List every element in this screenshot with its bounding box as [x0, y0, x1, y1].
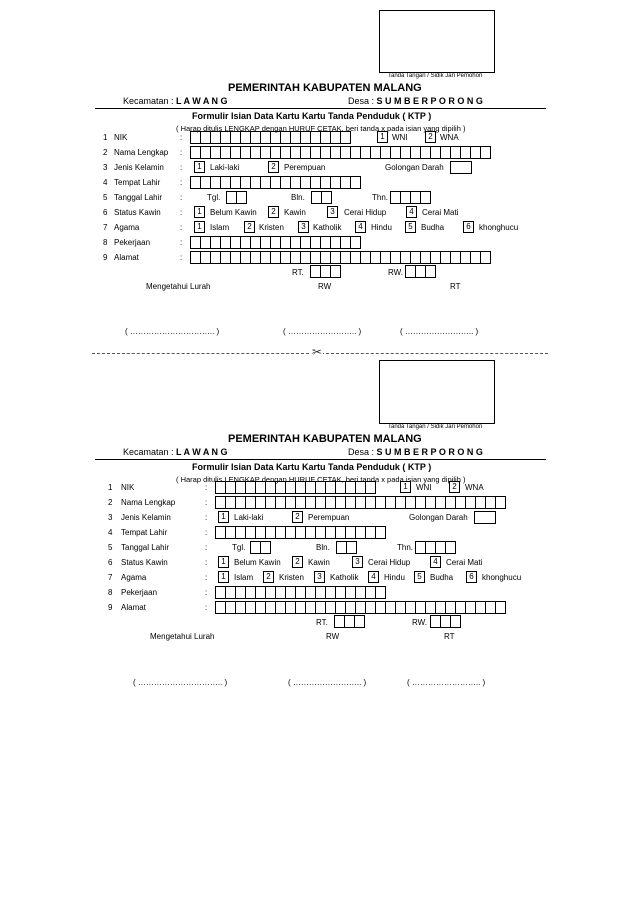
tgl-label: Tgl. — [232, 543, 246, 552]
colon: : — [180, 133, 183, 142]
signature-rw-line: ( …………………….. ) — [283, 327, 362, 336]
char-cell[interactable] — [425, 265, 436, 278]
signature-rt-line: ( …………………….. ) — [400, 327, 479, 336]
signature-lurah-label: Mengetahui Lurah — [146, 282, 211, 291]
form-title: PEMERINTAH KABUPATEN MALANG — [228, 82, 422, 94]
char-cell[interactable] — [495, 601, 506, 614]
char-cell[interactable] — [260, 541, 271, 554]
islam-label: Islam — [210, 223, 230, 232]
colon: : — [180, 193, 183, 202]
char-cell[interactable] — [321, 191, 332, 204]
ktp-form-2 — [0, 360, 638, 700]
label-status-kawin: Status Kawin — [121, 558, 168, 567]
row-number: 7 — [103, 223, 108, 232]
belum-kawin-checkbox[interactable]: 1 — [218, 556, 229, 568]
pekerjaan-input[interactable] — [215, 586, 385, 599]
row-number: 5 — [108, 543, 113, 552]
desa-label: Desa : — [348, 96, 375, 106]
label-alamat: Alamat — [114, 253, 139, 262]
perempuan-label: Perempuan — [308, 513, 350, 522]
label-jenis-kelamin: Jenis Kelamin — [121, 513, 171, 522]
row-number: 6 — [103, 208, 108, 217]
thn-input[interactable] — [390, 191, 430, 204]
colon: : — [180, 148, 183, 157]
label-agama: Agama — [114, 223, 140, 232]
tgl-input[interactable] — [226, 191, 246, 204]
laki-laki-checkbox[interactable]: 1 — [194, 161, 205, 173]
wni-label: WNI — [416, 483, 432, 492]
label-tanggal-lahir: Tanggal Lahir — [114, 193, 163, 202]
laki-laki-checkbox[interactable]: 1 — [218, 511, 229, 523]
char-cell[interactable] — [375, 586, 386, 599]
katholik-label: Katholik — [330, 573, 359, 582]
colon: : — [205, 483, 208, 492]
form-title: PEMERINTAH KABUPATEN MALANG — [228, 433, 422, 445]
kristen-label: Kristen — [259, 223, 284, 232]
label-nik: NIK — [121, 483, 135, 492]
tgl-input[interactable] — [250, 541, 270, 554]
bln-input[interactable] — [311, 191, 331, 204]
char-cell[interactable] — [365, 481, 376, 494]
photo-caption: Tanda Tangan / Sidik Jari Pemohon — [388, 424, 483, 430]
colon: : — [180, 163, 183, 172]
golongan-darah-input[interactable] — [474, 511, 496, 524]
belum-kawin-label: Belum Kawin — [210, 208, 257, 217]
perempuan-checkbox[interactable]: 2 — [268, 161, 279, 173]
desa-label: Desa : — [348, 447, 375, 457]
colon: : — [205, 573, 208, 582]
budha-checkbox[interactable]: 5 — [405, 221, 416, 233]
kecamatan-value: L A W A N G — [176, 96, 228, 106]
char-cell[interactable] — [346, 541, 357, 554]
signature-lurah-line: ( ………………………….. ) — [125, 327, 220, 336]
tgl-label: Tgl. — [207, 193, 221, 202]
signature-lurah-label: Mengetahui Lurah — [150, 632, 215, 641]
cerai-hidup-checkbox[interactable]: 3 — [327, 206, 338, 218]
row-number: 8 — [103, 238, 108, 247]
photo-caption: Tanda Tangan / Sidik Jari Pemohon — [388, 73, 483, 79]
label-tanggal-lahir: Tanggal Lahir — [121, 543, 170, 552]
desa-value: S U M B E R P O R O N G — [376, 447, 483, 457]
colon: : — [205, 543, 208, 552]
desa — [348, 447, 483, 457]
islam-checkbox[interactable]: 1 — [218, 571, 229, 583]
signature-rt-label: RT — [450, 282, 461, 291]
kristen-checkbox[interactable]: 2 — [263, 571, 274, 583]
laki-laki-label: Laki-laki — [234, 513, 264, 522]
cerai-mati-checkbox[interactable]: 4 — [430, 556, 441, 568]
rw-label: RW. — [412, 618, 427, 627]
label-status-kawin: Status Kawin — [114, 208, 161, 217]
colon: : — [180, 223, 183, 232]
islam-label: Islam — [234, 573, 254, 582]
rw-label: RW. — [388, 268, 403, 277]
hindu-label: Hindu — [384, 573, 405, 582]
form-instruction: ( Harap ditulis LENGKAP dengan HURUF CETAK, beri tanda x pada isian yang dipilih ) — [176, 475, 466, 484]
nama-lengkap-input[interactable] — [215, 496, 505, 509]
signature-lurah-line: ( ………………………….. ) — [133, 678, 228, 687]
kawin-checkbox[interactable]: 2 — [292, 556, 303, 568]
colon: : — [180, 178, 183, 187]
colon: : — [205, 603, 208, 612]
label-pekerjaan: Pekerjaan — [114, 238, 151, 247]
photo-signature-box[interactable] — [379, 360, 495, 424]
wni-checkbox[interactable]: 1 — [377, 131, 388, 143]
pekerjaan-input[interactable] — [190, 236, 360, 249]
scissors-icon: ✂ — [312, 345, 323, 359]
char-cell[interactable] — [350, 236, 361, 249]
char-cell[interactable] — [350, 176, 361, 189]
label-jenis-kelamin: Jenis Kelamin — [114, 163, 164, 172]
wni-label: WNI — [392, 133, 408, 142]
row-number: 2 — [108, 498, 113, 507]
form-subtitle: Formulir Isian Data Kartu Kartu Tanda Penduduk ( KTP ) — [192, 462, 432, 472]
cerai-mati-checkbox[interactable]: 4 — [406, 206, 417, 218]
hindu-checkbox[interactable]: 4 — [355, 221, 366, 233]
nik-input[interactable] — [190, 131, 350, 144]
row-number: 2 — [103, 148, 108, 157]
hindu-label: Hindu — [371, 223, 392, 232]
row-number: 7 — [108, 573, 113, 582]
katholik-checkbox[interactable]: 3 — [298, 221, 309, 233]
bln-input[interactable] — [336, 541, 356, 554]
desa-value: S U M B E R P O R O N G — [376, 96, 483, 106]
golongan-darah-input[interactable] — [450, 161, 472, 174]
row-number: 9 — [103, 253, 108, 262]
label-pekerjaan: Pekerjaan — [121, 588, 158, 597]
char-cell[interactable] — [480, 251, 491, 264]
label-agama: Agama — [121, 573, 147, 582]
cerai-hidup-checkbox[interactable]: 3 — [352, 556, 363, 568]
wna-label: WNA — [440, 133, 459, 142]
char-cell[interactable] — [420, 191, 431, 204]
golongan-darah-label: Golongan Darah — [409, 513, 468, 522]
row-number: 3 — [108, 513, 113, 522]
budha-label: Budha — [430, 573, 454, 582]
golongan-darah-label: Golongan Darah — [385, 163, 444, 172]
colon: : — [205, 513, 208, 522]
cerai-hidup-label: Cerai Hidup — [368, 558, 411, 567]
form-instruction: ( Harap ditulis LENGKAP dengan HURUF CETAK, beri tanda x pada isian yang dipilih ) — [176, 124, 466, 133]
kecamatan — [123, 447, 228, 457]
label-nama-lengkap: Nama Lengkap — [121, 498, 176, 507]
kecamatan — [123, 96, 228, 106]
katholik-label: Katholik — [313, 223, 342, 232]
belum-kawin-checkbox[interactable]: 1 — [194, 206, 205, 218]
nama-lengkap-input[interactable] — [190, 146, 490, 159]
thn-label: Thn. — [372, 193, 389, 202]
row-number: 3 — [103, 163, 108, 172]
cerai-mati-label: Cerai Mati — [446, 558, 483, 567]
laki-laki-label: Laki-laki — [210, 163, 240, 172]
row-number: 8 — [108, 588, 113, 597]
khonghucu-checkbox[interactable]: 6 — [466, 571, 477, 583]
hindu-checkbox[interactable]: 4 — [368, 571, 379, 583]
label-alamat: Alamat — [121, 603, 146, 612]
desa — [348, 96, 483, 106]
rw-input[interactable] — [430, 615, 460, 628]
kawin-label: Kawin — [308, 558, 330, 567]
row-number: 6 — [108, 558, 113, 567]
colon: : — [205, 528, 208, 537]
islam-checkbox[interactable]: 1 — [194, 221, 205, 233]
rw-input[interactable] — [405, 265, 435, 278]
rt-input[interactable] — [310, 265, 340, 278]
cerai-mati-label: Cerai Mati — [422, 208, 459, 217]
wna-checkbox[interactable]: 2 — [425, 131, 436, 143]
kecamatan-value: L A W A N G — [176, 447, 228, 457]
thn-label: Thn. — [397, 543, 414, 552]
cerai-hidup-label: Cerai Hidup — [344, 208, 387, 217]
thn-input[interactable] — [415, 541, 455, 554]
wna-checkbox[interactable]: 2 — [449, 481, 460, 493]
kecamatan-label: Kecamatan : — [123, 447, 174, 457]
label-nama-lengkap: Nama Lengkap — [114, 148, 169, 157]
alamat-input[interactable] — [215, 601, 505, 614]
perempuan-label: Perempuan — [284, 163, 326, 172]
rt-label: RT. — [292, 268, 304, 277]
budha-label: Budha — [421, 223, 445, 232]
label-tempat-lahir: Tempat Lahir — [114, 178, 161, 187]
colon: : — [180, 253, 183, 262]
khonghucu-label: khonghucu — [479, 223, 519, 232]
form-subtitle: Formulir Isian Data Kartu Kartu Tanda Penduduk ( KTP ) — [192, 111, 432, 121]
alamat-input[interactable] — [190, 251, 490, 264]
colon: : — [205, 498, 208, 507]
katholik-checkbox[interactable]: 3 — [314, 571, 325, 583]
header-rule — [95, 459, 546, 460]
char-cell[interactable] — [445, 541, 456, 554]
nik-input[interactable] — [215, 481, 375, 494]
wna-label: WNA — [465, 483, 484, 492]
char-cell[interactable] — [495, 496, 506, 509]
kawin-checkbox[interactable]: 2 — [268, 206, 279, 218]
signature-rt-label: RT — [444, 632, 455, 641]
wni-checkbox[interactable]: 1 — [400, 481, 411, 493]
char-cell[interactable] — [330, 265, 341, 278]
colon: : — [180, 238, 183, 247]
char-cell[interactable] — [354, 615, 365, 628]
row-number: 9 — [108, 603, 113, 612]
char-cell[interactable] — [375, 526, 386, 539]
signature-rw-label: RW — [318, 282, 332, 291]
budha-checkbox[interactable]: 5 — [414, 571, 425, 583]
char-cell[interactable] — [236, 191, 247, 204]
kristen-checkbox[interactable]: 2 — [244, 221, 255, 233]
perempuan-checkbox[interactable]: 2 — [292, 511, 303, 523]
rt-input[interactable] — [334, 615, 364, 628]
kecamatan-label: Kecamatan : — [123, 96, 174, 106]
tempat-lahir-input[interactable] — [215, 526, 385, 539]
khonghucu-checkbox[interactable]: 6 — [463, 221, 474, 233]
signature-rw-label: RW — [326, 632, 340, 641]
char-cell[interactable] — [480, 146, 491, 159]
photo-signature-box[interactable] — [379, 10, 495, 73]
ktp-form-1 — [0, 0, 638, 350]
row-number: 1 — [103, 133, 108, 142]
char-cell[interactable] — [450, 615, 461, 628]
rt-label: RT. — [316, 618, 328, 627]
colon: : — [180, 208, 183, 217]
row-number: 5 — [103, 193, 108, 202]
char-cell[interactable] — [340, 131, 351, 144]
kristen-label: Kristen — [279, 573, 304, 582]
colon: : — [205, 588, 208, 597]
kawin-label: Kawin — [284, 208, 306, 217]
header-rule — [95, 108, 546, 109]
label-nik: NIK — [114, 133, 128, 142]
signature-rt-line: ( …………………….. ) — [407, 678, 486, 687]
tempat-lahir-input[interactable] — [190, 176, 360, 189]
row-number: 1 — [108, 483, 113, 492]
row-number: 4 — [108, 528, 113, 537]
signature-rw-line: ( …………………….. ) — [288, 678, 367, 687]
colon: : — [205, 558, 208, 567]
bln-label: Bln. — [291, 193, 305, 202]
bln-label: Bln. — [316, 543, 330, 552]
label-tempat-lahir: Tempat Lahir — [121, 528, 168, 537]
row-number: 4 — [103, 178, 108, 187]
khonghucu-label: khonghucu — [482, 573, 522, 582]
belum-kawin-label: Belum Kawin — [234, 558, 281, 567]
